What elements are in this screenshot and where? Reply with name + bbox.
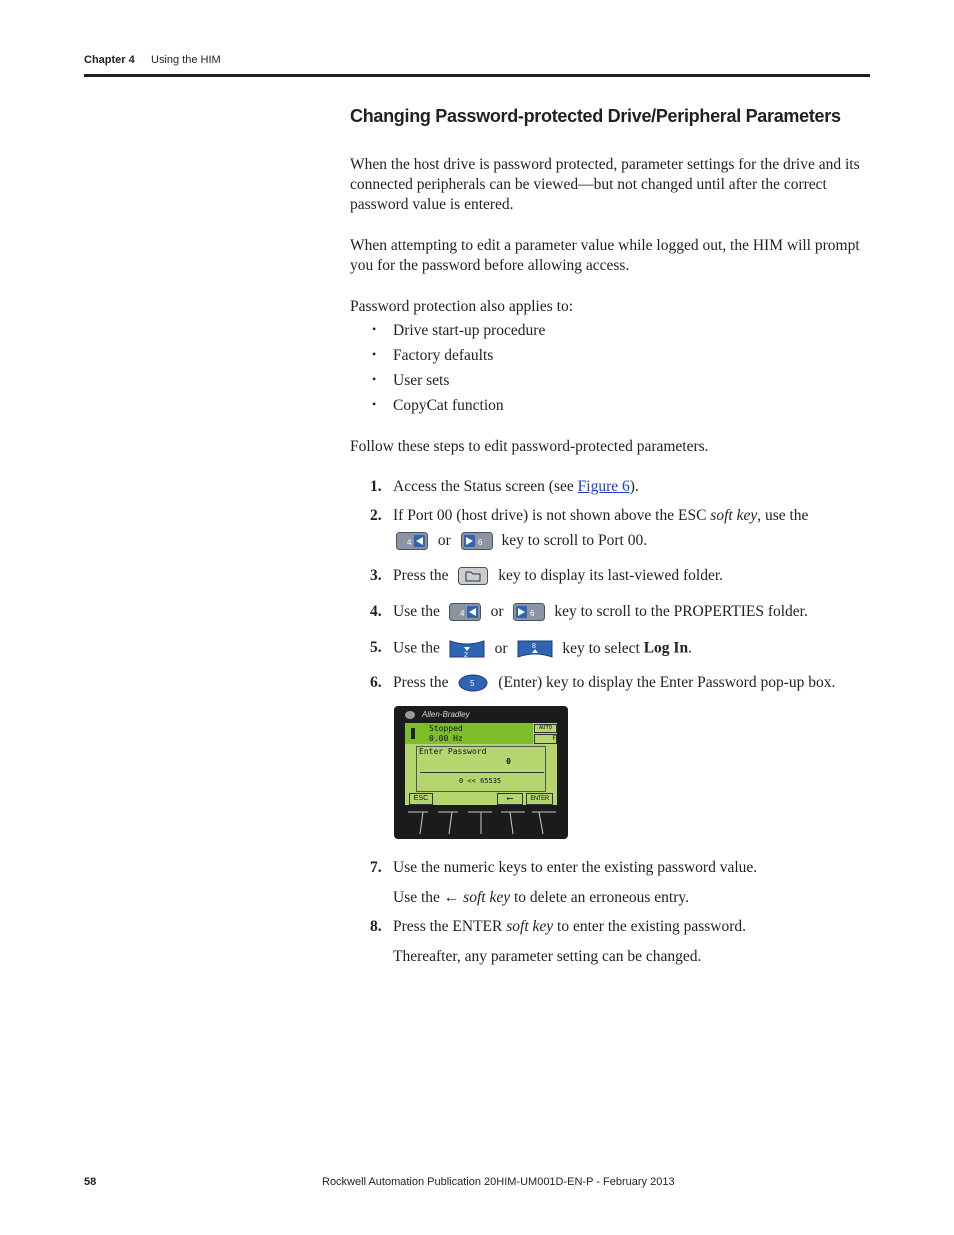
right-arrow-key-icon — [461, 532, 493, 550]
up-arrow-key-icon — [517, 639, 553, 659]
enter-key-icon — [458, 674, 488, 692]
page-number: 58 — [84, 1176, 97, 1188]
svg-text:2: 2 — [463, 652, 468, 659]
enter-soft-key: ENTER — [526, 793, 553, 805]
step-2-keys: 4 or 6 key to scroll to Port 00. — [396, 532, 647, 550]
svg-text:6: 6 — [477, 538, 483, 548]
svg-text:6: 6 — [530, 609, 535, 619]
step-8-sub: Thereafter, any parameter setting can be changed. — [393, 948, 702, 965]
status-bar — [405, 723, 533, 744]
password-value: 0 — [506, 757, 511, 766]
esc-soft-key: ESC — [409, 793, 433, 805]
password-range: 0 << 65535 — [459, 777, 502, 785]
paragraph-applies: Password protection also applies to: — [350, 298, 573, 315]
popup-title: Enter Password — [419, 747, 487, 756]
right-arrow-key-icon — [513, 603, 545, 621]
down-arrow-key-icon — [449, 639, 485, 659]
paragraph-follow: Follow these steps to edit password-protected parameters. — [350, 438, 709, 455]
page-header — [84, 54, 221, 66]
left-arrow-key-icon — [396, 532, 428, 550]
status-indicator-icon — [411, 728, 415, 739]
fault-badge: F — [534, 734, 557, 744]
allen-bradley-logo-icon — [405, 711, 415, 719]
enter-password-popup — [416, 746, 546, 792]
auto-badge: AUTO — [534, 724, 557, 733]
drive-status: Stopped 0.00 Hz — [429, 724, 463, 743]
list-item: • User sets — [372, 372, 545, 397]
section-title: Changing Password-protected Drive/Peripheral Parameters — [350, 106, 841, 126]
chapter-label: Chapter 4 — [84, 54, 135, 66]
header-rule — [84, 74, 870, 77]
lcd-screen — [405, 723, 557, 805]
back-arrow-icon: ← — [443, 889, 460, 906]
paragraph-prompt: When attempting to edit a parameter value while logged out, the HIM will prompt you for the password before allowing access. — [350, 237, 860, 274]
svg-text:5: 5 — [470, 679, 475, 689]
folder-key-icon — [458, 567, 488, 585]
him-display-figure — [394, 706, 568, 839]
svg-text:4: 4 — [407, 538, 412, 548]
list-item: • Factory defaults — [372, 347, 545, 372]
list-item: • CopyCat function — [372, 397, 545, 422]
publication-info: Rockwell Automation Publication 20HIM-UM001D-EN-P - February 2013 — [322, 1176, 675, 1188]
left-arrow-key-icon — [449, 603, 481, 621]
svg-text:8: 8 — [532, 643, 537, 650]
section-label: Using the HIM — [151, 54, 221, 66]
step-7-sub: Use the ← soft key to delete an erroneous entry. — [393, 889, 689, 906]
backspace-soft-key: ⟵ — [497, 793, 523, 805]
soft-key-lines-icon — [394, 810, 568, 838]
paragraph-intro: When the host drive is password protected, parameter settings for the drive and its connected peripherals can be viewed—but not changed until after the correct password value is entered. — [350, 156, 860, 213]
list-item: • Drive start-up procedure — [372, 322, 545, 347]
brand-label: Allen-Bradley — [422, 710, 470, 719]
svg-text:4: 4 — [459, 609, 465, 619]
figure-6-link[interactable]: Figure 6 — [577, 478, 630, 495]
bullet-list — [372, 322, 545, 422]
